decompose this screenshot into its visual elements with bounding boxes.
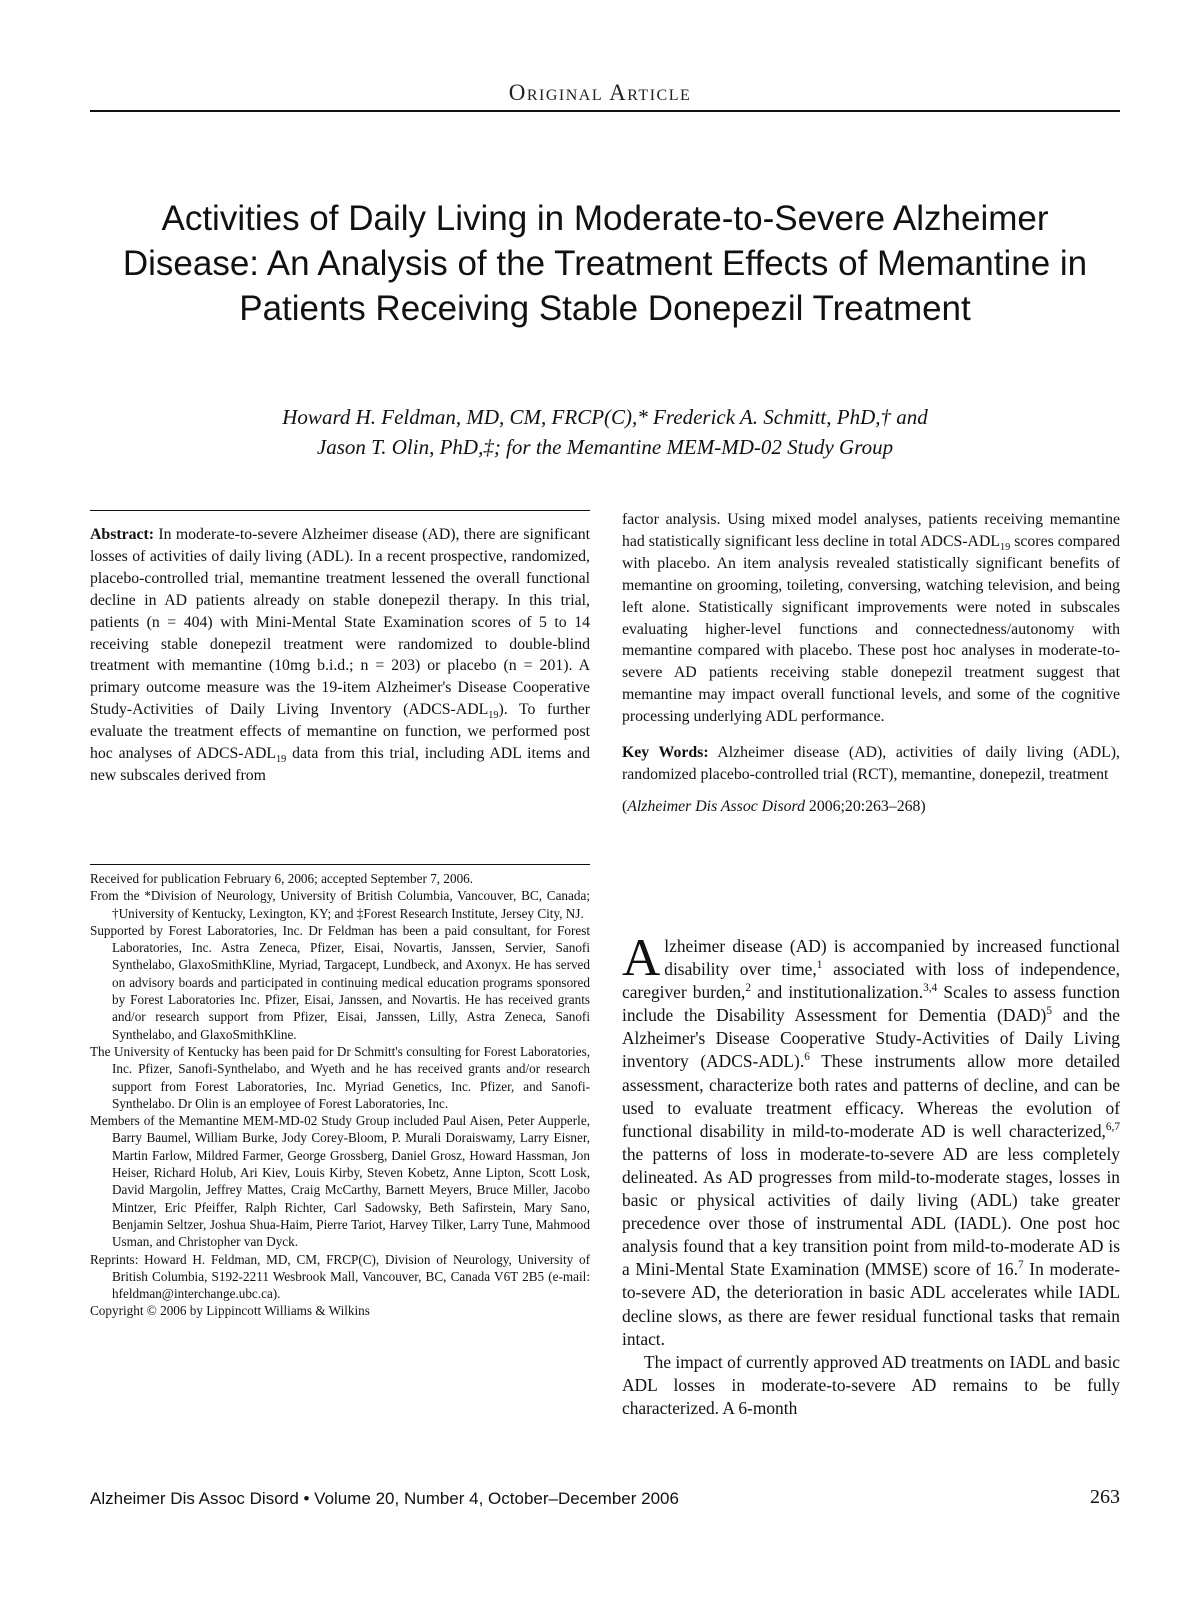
abstract-subscript: 19: [488, 710, 499, 722]
abstract-left-column: [90, 524, 590, 787]
footnote-reprints: Reprints: Howard H. Feldman, MD, CM, FRCP(C), Division of Neurology, University of British Columbia, S192-2211 Wesbrook Mall, Vancouver, BC, Canada V6T 2B5 (e-mail: hfeldman@interchange.ubc.ca).: [90, 1251, 590, 1302]
keywords-text: Alzheimer disease (AD), activities of daily living (ADL), randomized placebo-controlled trial (RCT), memantine, donepezil, treatment: [622, 744, 1121, 783]
abstract-continued: [622, 509, 1120, 728]
body-text: [622, 929, 1120, 1420]
footnote-received: Received for publication February 6, 2006; accepted September 7, 2006.: [90, 871, 474, 886]
page-number: 263: [1090, 1486, 1120, 1508]
abstract-part-3: data from this trial, including ADL items and new subscales derived from: [90, 745, 590, 784]
abstract-subscript: 19: [1000, 542, 1011, 554]
abstract-text: [90, 524, 590, 787]
body-text-run: lzheimer disease (AD) is accompanied by increased functional disability over time,: [664, 936, 1120, 980]
drop-cap: A: [622, 929, 661, 987]
section-label: Original Article: [508, 80, 692, 105]
footnote-copyright: Copyright © 2006 by Lippincott Williams & Wilkins: [90, 1303, 370, 1319]
body-text-run: These instruments allow more detailed assessment, characterize both rates and patterns of decline, and can be used to evaluate treatment efficacy. Whereas the evolution of functional disability in mild-to-moderate AD is well characterized,: [622, 1051, 1120, 1141]
abstract-subscript: 19: [276, 754, 287, 766]
abstract-cont-2: scores compared with placebo. An item analysis revealed statistically significant benefits of memantine on grooming, toileting, conversing, watching television, and being left alone. Statistically significant improvements were noted in subscales evaluating higher-level functions and connectedness/autonomy with memantine compared with placebo. These post hoc analyses in moderate-to-severe AD patients receiving stable donepezil treatment suggest that memantine may impact overall functional levels, and some of the cognitive processing underlying ADL performance.: [622, 532, 1120, 726]
citation-journal: Alzheimer Dis Assoc Disord: [627, 797, 805, 815]
reference-marker: 2: [745, 982, 752, 995]
author-list: [110, 402, 1100, 462]
abstract-cont-1: factor analysis. Using mixed model analyses, patients receiving memantine had statistically significant less decline in total ADCS-ADL: [622, 511, 1120, 550]
abstract-label: Abstract:: [90, 526, 155, 543]
author-line-1: Howard H. Feldman, MD, CM, FRCP(C),* Frederick A. Schmitt, PhD,† and: [282, 405, 928, 429]
keywords: [622, 742, 1120, 786]
journal-footer: Alzheimer Dis Assoc Disord • Volume 20, Number 4, October–December 2006: [90, 1489, 679, 1508]
keywords-label: Key Words:: [622, 744, 709, 762]
body-text-run: Scales to assess function include the Disability Assessment for Dementia (DAD): [622, 982, 1120, 1026]
body-text-run: and the Alzheimer's Disease Cooperative Study-Activities of Daily Living inventory (ADCS-ADL).: [622, 1005, 1120, 1072]
citation: (Alzheimer Dis Assoc Disord 2006;20:263–268): [622, 797, 926, 815]
reference-marker: 3,4: [923, 982, 938, 995]
footnote-rule: [90, 864, 590, 865]
body-paragraph-1: [622, 929, 1120, 1351]
footnote-affiliations: From the *Division of Neurology, University of British Columbia, Vancouver, BC, Canada; †University of Kentucky, Lexington, KY; and ‡Forest Research Institute, Jersey City, NJ.: [90, 888, 590, 921]
footnotes: [90, 870, 590, 1320]
abstract-part-2: ). To further evaluate the treatment effects of memantine on function, we performed post hoc analyses of ADCS-ADL: [90, 701, 590, 763]
abstract-rule: [90, 510, 590, 511]
footnote-study-group: Members of the Memantine MEM-MD-02 Study Group included Paul Aisen, Peter Aupperle, Barry Baumel, William Burke, Jody Corey-Bloom, P. Murali Doraiswamy, Larry Eisner, Martin Farlow, Mildred Farmer, George Grossberg, Daniel Grosz, Howard Hassman, Jon Heiser, Richard Holub, Ari Kiev, Louis Kirby, Steven Kobetz, Anne Lipton, Scott Losk, David Margolin, Jeffrey Mattes, Craig McCarthy, Barnett Meyers, Bruce Miller, Jacobo Mintzer, Eric Pfeiffer, Ralph Richter, Carl Sadowsky, Beth Safirstein, Mary Sano, Benjamin Seltzer, Joshua Shua-Haim, Pierre Tariot, Harvey Tilker, Larry Tune, Mahmood Usman, and Christopher van Dyck.: [90, 1113, 590, 1250]
reference-marker: 6: [804, 1051, 810, 1064]
citation-details: 2006;20:263–268): [804, 797, 926, 815]
reference-marker: 5: [1046, 1005, 1052, 1018]
abstract-part-1: In moderate-to-severe Alzheimer disease (AD), there are significant losses of activities of daily living (ADL). In a recent prospective, randomized, placebo-controlled trial, memantine treatment lessened the overall functional decline in AD patients already on stable donepezil therapy. In this trial, patients (n = 404) with Mini-Mental State Examination scores of 5 to 14 receiving stable donepezil treatment were randomized to double-blind treatment with memantine (10mg b.i.d.; n = 203) or placebo (n = 201). A primary outcome measure was the 19-item Alzheimer's Disease Cooperative Study-Activities of Daily Living Inventory (ADCS-ADL: [90, 526, 590, 719]
author-line-2: Jason T. Olin, PhD,‡; for the Memantine MEM-MD-02 Study Group: [316, 435, 894, 459]
body-text-run: In moderate-to-severe AD, the deterioration in basic ADL accelerates while IADL decline slows, as there are fewer residual functional tasks that remain intact.: [622, 1259, 1120, 1349]
footnote-support-feldman: Supported by Forest Laboratories, Inc. Dr Feldman has been a paid consultant, for Forest Laboratories, Inc. Astra Zeneca, Pfizer, Eisai, Novartis, Janssen, Servier, Sanofi Synthelabo, GlaxoSmithKline, Myriad, Targacept, Lundbeck, and Axonyx. He has served on advisory boards and participated in continuing medical education programs sponsored by Forest Laboratories Inc. Pfizer, Eisai, Janssen, and Novartis. He has received grants and/or research support from Pfizer, Eisai, Janssen, Lilly, Astra Zeneca, Sanofi Synthelabo, and GlaxoSmithKline.: [90, 922, 590, 1042]
body-text-run: and institutionalization.: [751, 982, 924, 1003]
header-rule: [90, 110, 1120, 112]
reference-marker: 7: [1017, 1259, 1024, 1272]
reference-marker: 1: [816, 959, 823, 972]
body-text-run: associated with loss of independence, caregiver burden,: [622, 959, 1120, 1003]
footnote-support-schmitt: The University of Kentucky has been paid for Dr Schmitt's consulting for Forest Laboratories, Inc. Pfizer, Sanofi-Synthelabo, and Wyeth and he has received grants and/or research support from Forest Laboratories, Inc. Myriad Genetics, Inc. Pfizer, and Sanofi-Synthelabo. Dr Olin is an employee of Forest Laboratories, Inc.: [90, 1043, 590, 1111]
abstract-right-column: [622, 509, 1120, 818]
article-title: Activities of Daily Living in Moderate-to-Severe Alzheimer Disease: An Analysis of the Treatment Effects of Memantine in Patients Receiving Stable Donepezil Treatment: [122, 199, 1088, 328]
reference-marker: 6,7: [1105, 1120, 1120, 1133]
body-paragraph-2: The impact of currently approved AD treatments on IADL and basic ADL losses in moderate-to-severe AD remains to be fully characterized. A 6-month: [622, 1351, 1120, 1418]
body-text-run: the patterns of loss in moderate-to-severe AD are less completely delineated. As AD progresses from mild-to-moderate stages, losses in basic or physical activities of daily living (ADL) take greater precedence over those of instrumental ADL (IADL). One post hoc analysis found that a key transition point from mild-to-moderate AD is a Mini-Mental State Examination (MMSE) score of 16.: [622, 1143, 1120, 1280]
